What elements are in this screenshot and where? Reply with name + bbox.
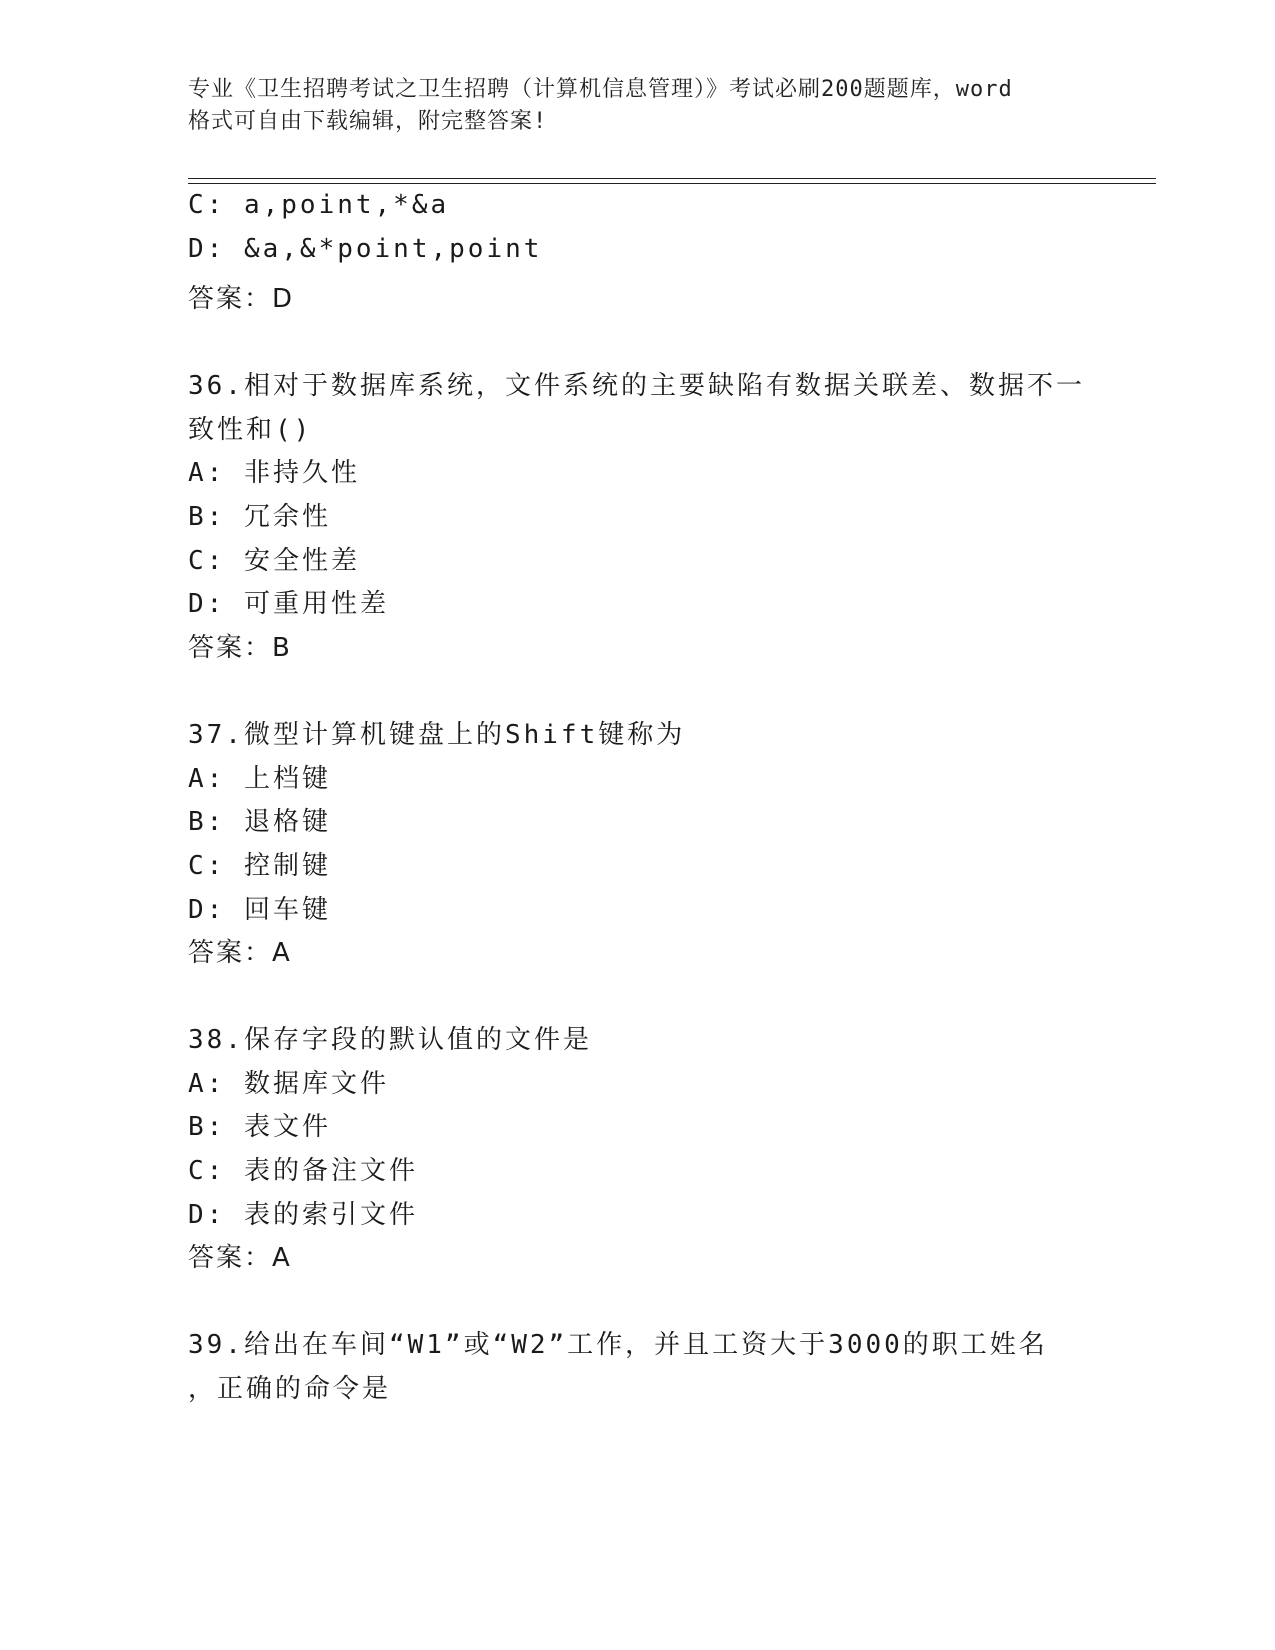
q38-answer: 答案：A <box>188 1243 292 1273</box>
q39-stem-line-2: ，正确的命令是 <box>188 1374 392 1404</box>
q37-answer: 答案：A <box>188 938 292 968</box>
q37-option-d: D: 回车键 <box>188 895 331 925</box>
q36-answer: 答案：B <box>188 633 292 663</box>
document-header <box>188 74 1088 138</box>
q38-option-c: C: 表的备注文件 <box>188 1156 418 1186</box>
q36-stem-line-1: 36.相对于数据库系统，文件系统的主要缺陷有数据关联差、数据不一 <box>188 371 1085 401</box>
q37-option-b: B: 退格键 <box>188 807 331 837</box>
q36-stem-line-2: 致性和() <box>188 415 313 445</box>
q39-stem-line-1: 39.给出在车间“W1”或“W2”工作，并且工资大于3000的职工姓名 <box>188 1330 1048 1360</box>
q37-stem-line-1: 37.微型计算机键盘上的Shift键称为 <box>188 720 686 750</box>
q36-option-c: C: 安全性差 <box>188 546 360 576</box>
header-divider-bottom <box>188 183 1156 184</box>
prev-answer: 答案：D <box>188 284 295 314</box>
q38-option-a: A: 数据库文件 <box>188 1069 389 1099</box>
header-line-2: 格式可自由下载编辑，附完整答案! <box>188 109 548 134</box>
q36-option-a: A: 非持久性 <box>188 458 360 488</box>
header-divider-top <box>188 178 1156 179</box>
q36-option-b: B: 冗余性 <box>188 502 331 532</box>
q36-option-d: D: 可重用性差 <box>188 589 389 619</box>
q38-option-d: D: 表的索引文件 <box>188 1200 418 1230</box>
header-line-1: 专业《卫生招聘考试之卫生招聘（计算机信息管理）》考试必刷200题题库，word <box>188 77 1013 102</box>
q37-option-a: A: 上档键 <box>188 764 331 794</box>
q38-stem-line-1: 38.保存字段的默认值的文件是 <box>188 1025 592 1055</box>
prev-option-d: D: &a,&*point,point <box>188 234 543 264</box>
q38-option-b: B: 表文件 <box>188 1112 331 1142</box>
prev-option-c: C: a,point,*&a <box>188 190 450 220</box>
q37-option-c: C: 控制键 <box>188 851 331 881</box>
